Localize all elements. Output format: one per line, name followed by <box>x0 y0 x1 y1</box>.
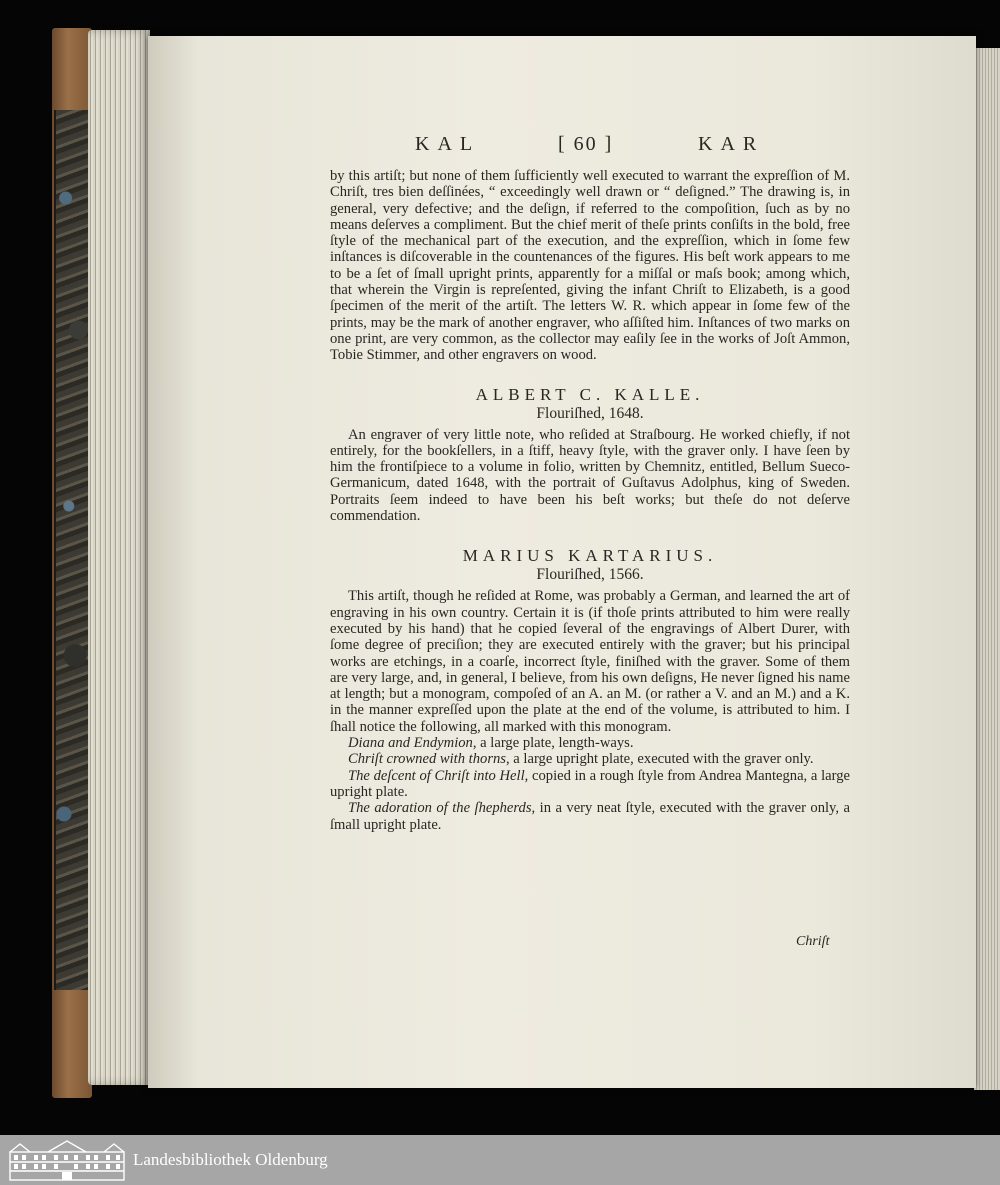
library-name: Landesbibliothek Oldenburg <box>133 1150 328 1169</box>
work-description: , a large plate, length-ways. <box>472 735 634 752</box>
entry-text-kalle: An engraver of very little note, who reſided at Straſbourg. He worked chiefly, if not entirely, for the bookſellers, in a ſtiff, heavy ſtyle, with the graver only. I have ſeen by him the frontiſpiece to a volume in folio, written by Chemnitz, entitled, Bellum Sueco-Germanicum, dated 1648, with the portrait of Guſtavus Adolphus, king of Sweden. Portraits ſeem indeed to have been his beſt works; but theſe do not deſerve commendation. <box>330 426 850 525</box>
work-title: The adoration of the ſhepherds <box>348 800 532 817</box>
intro-paragraph: by this artiſt; but none of them ſufficiently well executed to warrant the expreſſion of M. Chriſt, tres bien deſſinées, “ exceedingly well drawn or “ deſigned.” The drawing is, in general, very defective; and the deſign, if referred to the compoſition, ſuch as by no means deſerves a compliment. But the chief merit of theſe prints conſiſts in the bold, free ſtyle of the mechanical part of the execution, and the expreſſion, which in ſome few inſtances is diſcoverable in the countenances of the figures. His beſt work appears to me to be a ſet of ſmall upright prints, apparently for a miſſal or maſs book; among which, that wherein the Virgin is repreſented, giving the infant Chriſt to Elizabeth, is a good ſpecimen of the merit of the artiſt. The letters W. R. which appear in ſome few of the prints, may be the mark of another engraver, who aſſiſted him. Inſtances of two marks on one print, are very common, as the collector may eaſily ſee in the works of Joſt Ammon, Tobie Stimmer, and other engravers on wood. <box>330 168 850 364</box>
work-description: , a large upright plate, executed with the graver only. <box>505 751 814 768</box>
library-footer <box>0 1135 1000 1185</box>
page-leaf-edges <box>88 30 150 1085</box>
catchword: Chriſt <box>796 934 830 949</box>
entry-heading-kalle: ALBERT C. KALLE. <box>475 384 705 404</box>
running-head <box>410 133 790 163</box>
work-item <box>330 751 850 767</box>
running-head-right: KAR <box>698 133 765 155</box>
entry-date-kalle: Flouriſhed, 1648. <box>536 404 644 422</box>
work-item <box>330 800 850 833</box>
entry-date-kartarius: Flouriſhed, 1566. <box>536 566 644 584</box>
work-description: , copied in a rough ſtyle from Andrea Mantegna, a large upright plate. <box>330 767 850 800</box>
work-title: The deſcent of Chriſt into Hell <box>348 767 525 784</box>
work-item <box>330 768 850 801</box>
right-leaf-edges <box>974 48 1000 1090</box>
work-title: Diana and Endymion <box>348 735 473 752</box>
entry-heading-kartarius: MARIUS KARTARIUS. <box>462 546 718 566</box>
marbled-endpaper <box>54 110 88 990</box>
library-building-logo-icon <box>8 1138 126 1182</box>
work-item <box>330 735 850 751</box>
body-text <box>330 168 850 833</box>
page-number: [ 60 ] <box>558 133 614 155</box>
work-title: Chriſt crowned with thorns <box>348 751 506 768</box>
work-description: , in a very neat ſtyle, executed with the graver only, a ſmall upright plate. <box>330 800 850 833</box>
entry-text-kartarius: This artiſt, though he reſided at Rome, was probably a German, and learned the art of engraving in his own country. Certain it is (if thoſe prints attributed to him were really executed by his hand) that he copied ſeveral of the engravings of Albert Durer, with ſome degree of preciſion; they are executed entirely with the graver; but his principal works are etchings, in a coarſe, incorrect ſtyle, finiſhed with the graver. Some of them are very large, and, in general, I believe, from his own deſigns, He never ſigned his name at length; but a monogram, compoſed of an A. an M. (or rather a V. and an M.) and a K. in the manner expreſſed upon the plate at the end of the volume, is attributed to him. I ſhall notice the following, all marked with this monogram. <box>330 588 850 735</box>
running-head-left: KAL <box>415 133 481 155</box>
